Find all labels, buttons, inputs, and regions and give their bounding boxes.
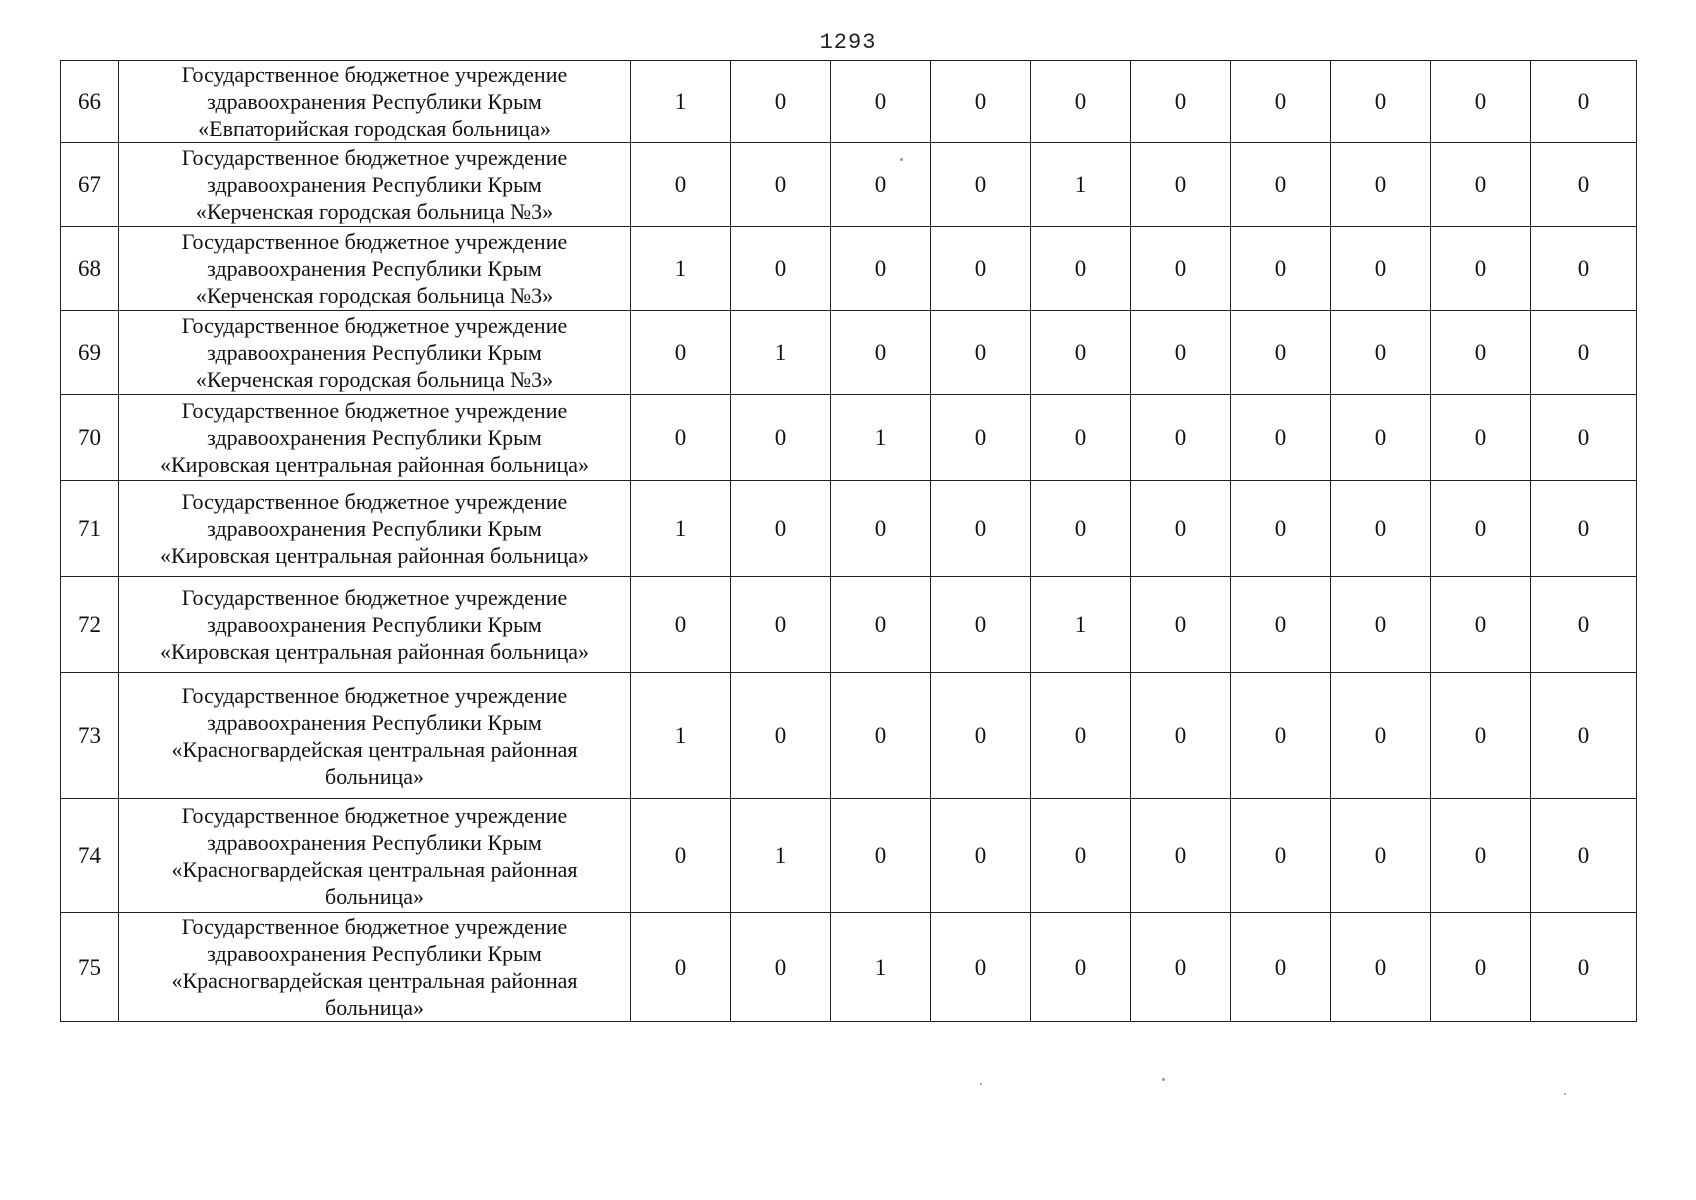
value-cell: 0 (731, 577, 831, 673)
institution-name-line: Государственное бюджетное учреждение (181, 914, 568, 939)
value-cell: 0 (931, 913, 1031, 1022)
value-cell: 0 (1231, 227, 1331, 311)
value-cell: 0 (931, 577, 1031, 673)
table-row (61, 481, 1637, 577)
institution-name-line: «Керченская городская больница №3» (195, 367, 554, 392)
institution-name-line: «Кировская центральная районная больница» (160, 543, 589, 568)
value-cell: 0 (931, 311, 1031, 395)
value-cell: 0 (1131, 799, 1231, 913)
value-cell: 0 (1331, 61, 1431, 143)
institution-name (119, 673, 631, 799)
value-cell: 0 (1131, 577, 1231, 673)
value-cell: 0 (731, 395, 831, 481)
value-cell: 0 (1131, 673, 1231, 799)
institution-name-line: Государственное бюджетное учреждение (181, 62, 568, 87)
table-row (61, 143, 1637, 227)
value-cell: 0 (1031, 913, 1131, 1022)
institution-name-line: здравоохранения Республики Крым (207, 516, 542, 541)
value-cell: 0 (1431, 673, 1531, 799)
value-cell: 0 (831, 577, 931, 673)
table-row (61, 311, 1637, 395)
value-cell: 1 (831, 913, 931, 1022)
value-cell: 0 (1231, 673, 1331, 799)
institution-name-line: здравоохранения Республики Крым (207, 829, 542, 855)
scan-speck (1162, 1078, 1165, 1081)
value-cell: 0 (1031, 481, 1131, 577)
value-cell: 0 (1231, 395, 1331, 481)
value-cell: 0 (731, 61, 831, 143)
value-cell: 0 (931, 395, 1031, 481)
value-cell: 0 (931, 61, 1031, 143)
value-cell: 0 (1231, 799, 1331, 913)
value-cell: 0 (831, 143, 931, 227)
institution-name (119, 799, 631, 913)
page-number: 1293 (819, 30, 877, 55)
value-cell: 0 (931, 227, 1031, 311)
institution-name-line: здравоохранения Республики Крым (207, 941, 542, 966)
institution-name-line: здравоохранения Республики Крым (207, 425, 542, 450)
value-cell: 0 (931, 673, 1031, 799)
value-cell: 1 (1031, 143, 1131, 227)
value-cell: 0 (1331, 673, 1431, 799)
value-cell: 1 (831, 395, 931, 481)
institution-name (119, 395, 631, 481)
institution-name-line: здравоохранения Республики Крым (207, 340, 542, 365)
institution-name-line: Государственное бюджетное учреждение (181, 802, 568, 828)
value-cell: 0 (831, 311, 931, 395)
row-number: 68 (61, 227, 119, 311)
row-number: 71 (61, 481, 119, 577)
value-cell: 0 (1131, 61, 1231, 143)
institution-name-line: Государственное бюджетное учреждение (181, 585, 568, 610)
value-cell: 0 (1231, 61, 1331, 143)
institution-name (119, 61, 631, 143)
institution-name (119, 311, 631, 395)
value-cell: 0 (631, 395, 731, 481)
value-cell: 0 (931, 143, 1031, 227)
institution-name-line: «Керченская городская больница №3» (195, 199, 554, 224)
institution-name-line: здравоохранения Республики Крым (207, 256, 542, 281)
institution-name-line: «Керченская городская больница №3» (195, 283, 554, 308)
value-cell: 0 (931, 481, 1031, 577)
institution-name-line: здравоохранения Республики Крым (207, 172, 542, 197)
value-cell: 0 (831, 481, 931, 577)
institution-name-line: Государственное бюджетное учреждение (181, 313, 568, 338)
institution-name (119, 143, 631, 227)
value-cell: 0 (1531, 577, 1637, 673)
value-cell: 0 (1131, 481, 1231, 577)
value-cell: 0 (1231, 311, 1331, 395)
value-cell: 0 (1131, 311, 1231, 395)
institution-name-line: Государственное бюджетное учреждение (181, 398, 568, 423)
value-cell: 0 (1231, 577, 1331, 673)
value-cell: 0 (1131, 913, 1231, 1022)
institution-name-line: здравоохранения Республики Крым (207, 89, 542, 114)
value-cell: 0 (1331, 143, 1431, 227)
value-cell: 0 (1431, 311, 1531, 395)
table-row (61, 61, 1637, 143)
table-row (61, 799, 1637, 913)
value-cell: 0 (1031, 311, 1131, 395)
value-cell: 0 (831, 61, 931, 143)
value-cell: 1 (731, 311, 831, 395)
value-cell: 0 (1031, 395, 1131, 481)
row-number: 69 (61, 311, 119, 395)
scan-speck (980, 1083, 982, 1085)
value-cell: 0 (731, 913, 831, 1022)
institution-name-line: здравоохранения Республики Крым (207, 709, 542, 735)
institution-name (119, 481, 631, 577)
value-cell: 0 (731, 673, 831, 799)
value-cell: 0 (831, 673, 931, 799)
institution-name-line: «Красногвардейская центральная районная (171, 968, 578, 993)
value-cell: 0 (1331, 481, 1431, 577)
value-cell: 0 (731, 227, 831, 311)
value-cell: 0 (631, 799, 731, 913)
value-cell: 0 (1231, 143, 1331, 227)
value-cell: 0 (1531, 913, 1637, 1022)
value-cell: 0 (631, 311, 731, 395)
value-cell: 1 (631, 227, 731, 311)
institution-name-line: больница» (325, 883, 424, 909)
institution-name-line: больница» (325, 995, 424, 1020)
value-cell: 0 (1531, 227, 1637, 311)
institution-name-line: «Евпаторийская городская больница» (198, 116, 551, 141)
institution-name-line: здравоохранения Республики Крым (207, 612, 542, 637)
value-cell: 1 (1031, 577, 1131, 673)
value-cell: 1 (731, 799, 831, 913)
institution-name (119, 227, 631, 311)
value-cell: 0 (1431, 799, 1531, 913)
value-cell: 0 (1431, 577, 1531, 673)
value-cell: 0 (1331, 311, 1431, 395)
value-cell: 0 (631, 577, 731, 673)
value-cell: 0 (831, 227, 931, 311)
table-row (61, 913, 1637, 1022)
value-cell: 0 (631, 143, 731, 227)
value-cell: 0 (1331, 395, 1431, 481)
row-number: 70 (61, 395, 119, 481)
value-cell: 0 (1531, 143, 1637, 227)
value-cell: 1 (631, 481, 731, 577)
value-cell: 0 (731, 143, 831, 227)
value-cell: 0 (1031, 799, 1131, 913)
value-cell: 0 (1531, 395, 1637, 481)
row-number: 67 (61, 143, 119, 227)
value-cell: 0 (831, 799, 931, 913)
value-cell: 0 (1531, 481, 1637, 577)
row-number: 72 (61, 577, 119, 673)
value-cell: 0 (931, 799, 1031, 913)
value-cell: 0 (1031, 227, 1131, 311)
value-cell: 0 (1131, 395, 1231, 481)
value-cell: 0 (1431, 395, 1531, 481)
value-cell: 0 (1531, 311, 1637, 395)
row-number: 66 (61, 61, 119, 143)
value-cell: 0 (1531, 799, 1637, 913)
value-cell: 0 (1231, 913, 1331, 1022)
value-cell: 1 (631, 61, 731, 143)
value-cell: 0 (1431, 227, 1531, 311)
value-cell: 0 (731, 481, 831, 577)
value-cell: 0 (1231, 481, 1331, 577)
value-cell: 0 (1331, 227, 1431, 311)
table-row (61, 577, 1637, 673)
table-row (61, 395, 1637, 481)
value-cell: 0 (1331, 913, 1431, 1022)
value-cell: 0 (1031, 61, 1131, 143)
institution-name-line: Государственное бюджетное учреждение (181, 229, 568, 254)
institution-name-line: Государственное бюджетное учреждение (181, 682, 568, 708)
row-number: 75 (61, 913, 119, 1022)
value-cell: 0 (1031, 673, 1131, 799)
value-cell: 0 (1331, 577, 1431, 673)
value-cell: 0 (1131, 143, 1231, 227)
table-body (61, 61, 1637, 1022)
institution-name (119, 577, 631, 673)
value-cell: 1 (631, 673, 731, 799)
scan-speck (900, 158, 903, 161)
institution-name-line: «Красногвардейская центральная районная (171, 736, 578, 762)
table-row (61, 673, 1637, 799)
value-cell: 0 (1131, 227, 1231, 311)
value-cell: 0 (1331, 799, 1431, 913)
institution-name-line: Государственное бюджетное учреждение (181, 145, 568, 170)
institution-name-line: «Кировская центральная районная больница» (160, 639, 589, 664)
data-table (60, 60, 1637, 1022)
value-cell: 0 (1431, 481, 1531, 577)
scan-speck (1564, 1093, 1566, 1095)
value-cell: 0 (1531, 61, 1637, 143)
value-cell: 0 (1431, 913, 1531, 1022)
row-number: 73 (61, 673, 119, 799)
value-cell: 0 (1431, 143, 1531, 227)
institution-name (119, 913, 631, 1022)
institution-name-line: больница» (325, 763, 424, 789)
value-cell: 0 (1531, 673, 1637, 799)
table-row (61, 227, 1637, 311)
value-cell: 0 (1431, 61, 1531, 143)
institution-name-line: Государственное бюджетное учреждение (181, 489, 568, 514)
value-cell: 0 (631, 913, 731, 1022)
institution-name-line: «Красногвардейская центральная районная (171, 856, 578, 882)
institution-name-line: «Кировская центральная районная больница» (160, 452, 589, 477)
row-number: 74 (61, 799, 119, 913)
